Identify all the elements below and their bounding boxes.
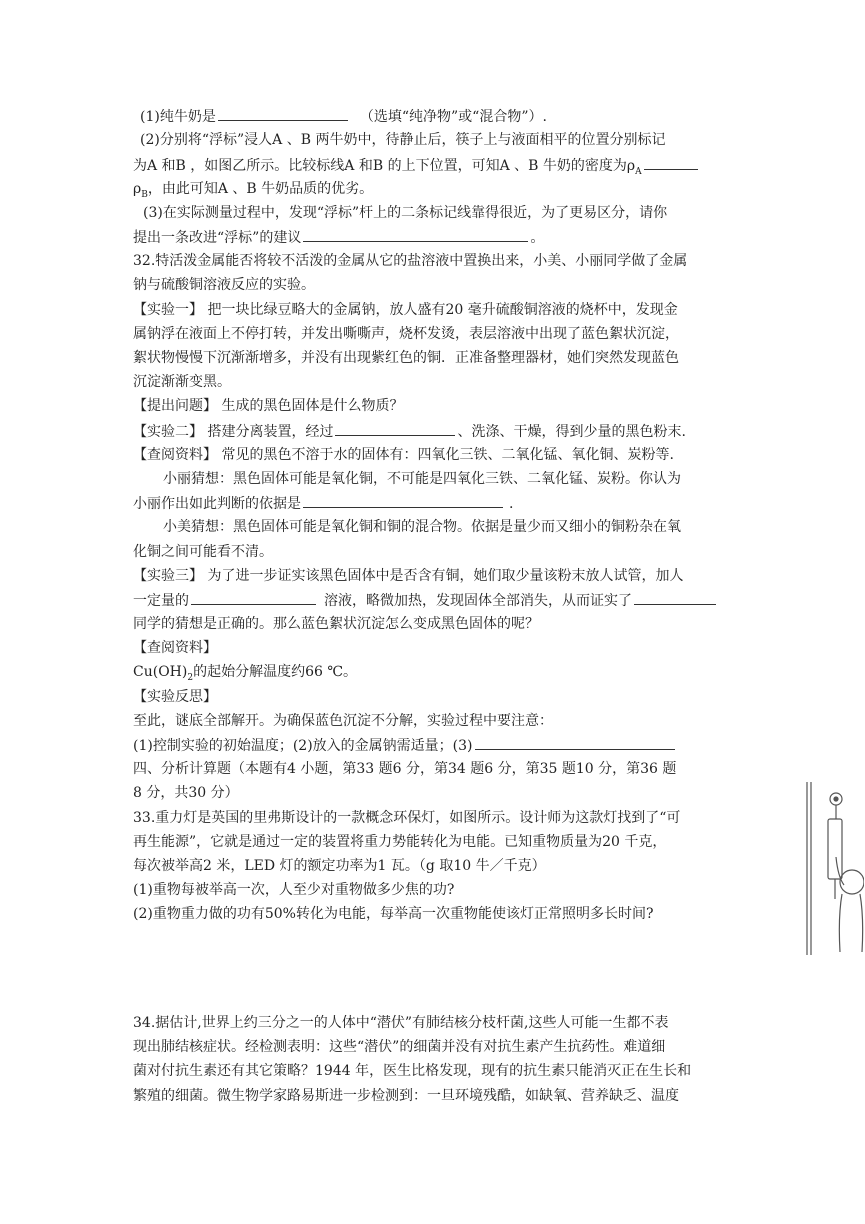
q31-part1-text: (1)纯牛奶是 — [140, 109, 216, 125]
xiaoli-guess-line1: 小丽猜想：黑色固体可能是氧化铜，不可能是四氧化三铁、二氧化锰、炭粉。你认为 — [163, 471, 681, 487]
child-body-icon — [839, 894, 862, 952]
experiment2-line — [133, 421, 686, 443]
experiment3-text: 溶液，略微加热，发现固体全部消失，从而证实了 — [324, 593, 632, 609]
xiaoli-guess-line2 — [133, 493, 513, 515]
experiment1-line1 — [133, 300, 678, 322]
experiment3-text: 一定量的 — [133, 593, 189, 609]
xiaoli-guess-text: 小丽作出如此判断的依据是 — [133, 496, 301, 512]
reflection-line1: 至此，谜底全部解开。为确保蓝色沉淀不分解，实验过程中要注意： — [133, 713, 553, 729]
q31-part1 — [140, 106, 547, 128]
q34-line4: 繁殖的细菌。微生物学家路易斯进一步检测到：一旦环境残酷，如缺氧、营养缺乏、温度 — [133, 1088, 679, 1104]
subscript-2: 2 — [187, 672, 194, 683]
experiment1-line3: 絮状物慢慢下沉渐渐增多，并没有出现紫红色的铜．正准备整理器材，她们突然发现蓝色 — [133, 350, 679, 366]
child-head-icon — [840, 870, 864, 894]
q33-question1: (1)重物每被举高一次，人至少对重物做多少焦的功? — [133, 882, 455, 898]
answer-blank[interactable] — [218, 106, 348, 121]
gravity-lamp-illustration — [804, 777, 864, 957]
q33-question2: (2)重物重力做的功有50%转化为电能，每举高一次重物能使该灯正常照明多长时间? — [133, 906, 654, 922]
q31-part3-line1: (3)在实际测量过程中，发现“浮标”杆上的二条标记线靠得很近，为了更易区分，请你 — [143, 205, 668, 221]
q31-part2-text: ，由此可知A 、B 牛奶品质的优劣。 — [147, 181, 374, 197]
answer-blank[interactable] — [644, 155, 698, 170]
answer-blank[interactable] — [303, 493, 503, 508]
q31-part2-text: 为A 和B ，如图乙所示。比较标线A 和B 的上下位置，可知A 、B 牛奶的密度为ρ — [133, 158, 636, 174]
reference-heading: 【查阅资料】 — [133, 447, 217, 463]
lamp-bulb — [834, 797, 838, 801]
cu-oh-text: 的起始分解温度约66 ℃。 — [193, 664, 358, 680]
q31-part2-line2 — [133, 155, 698, 177]
cu-oh-line — [133, 662, 357, 684]
ask-question-heading: 【提出问题】 — [133, 398, 217, 414]
experiment3-line1 — [133, 566, 683, 588]
reflection-text: (1)控制实验的初始温度；(2)放入的金属钠需适量；(3) — [133, 738, 473, 754]
weight-bag-icon — [828, 819, 842, 879]
q33-line1: 33.重力灯是英国的里弗斯设计的一款概念环保灯，如图所示。设计师为这款灯找到了“可 — [133, 810, 681, 826]
q33-line3: 每次被举高2 米，LED 灯的额定功率为1 瓦。（g 取10 牛／千克） — [133, 858, 546, 874]
experiment3-line2 — [133, 590, 716, 612]
answer-blank[interactable] — [191, 590, 316, 605]
section4-line2: 8 分，共30 分） — [133, 785, 239, 801]
experiment3-line3: 同学的猜想是正确的。那么蓝色絮状沉淀怎么变成黑色固体的呢？ — [133, 616, 539, 632]
reflection-line2 — [133, 735, 675, 757]
q32-line2: 钠与硫酸铜溶液反应的实验。 — [133, 277, 315, 293]
chem-formula: Cu(OH) — [133, 664, 188, 680]
q31-part3-text: 提出一条改进“浮标”的建议 — [133, 230, 302, 246]
answer-blank[interactable] — [634, 590, 716, 605]
experiment3-heading: 【实验三】 — [133, 568, 203, 584]
experiment1-line4: 沉淀渐渐变黑。 — [133, 374, 231, 390]
ask-question-line — [133, 396, 403, 418]
period: 。 — [530, 230, 545, 246]
answer-blank[interactable] — [475, 735, 675, 750]
q31-part2-line1: (2)分别将“浮标”浸人A 、B 两牛奶中，待静止后，筷子上与液面相平的位置分别标记 — [140, 132, 666, 148]
reflection-heading: 【实验反思】 — [133, 689, 217, 705]
q34-line1: 34.据估计,世界上约三分之一的人体中“潜伏”有肺结核分枝杆菌,这些人可能一生都不表 — [133, 1015, 669, 1031]
q32-line1: 32.特活泼金属能否将较不活泼的金属从它的盐溶液中置换出来，小美、小丽同学做了金属 — [133, 253, 688, 269]
answer-blank[interactable] — [303, 227, 528, 242]
q34-line3: 菌对付抗生素还有其它策略？1944 年，医生比格发现，现有的抗生素只能消灭正在生长和 — [133, 1063, 692, 1079]
reference-line — [133, 445, 674, 467]
rho-symbol: ρ — [133, 181, 142, 197]
experiment2-text: 搭建分离装置，经过 — [207, 424, 334, 440]
period: . — [509, 496, 514, 512]
q31-part2-line3 — [133, 179, 373, 201]
experiment2-heading: 【实验二】 — [133, 424, 203, 440]
section4-line1: 四、分析计算题（本题有4 小题，第33 题6 分，第34 题6 分，第35 题10 分，第36 题 — [133, 761, 677, 777]
xiaomei-guess-line2: 化铜之间可能看不清。 — [133, 544, 273, 560]
q33-line2: 再生能源”，它就是通过一定的装置将重力势能转化为电能。已知重物质量为20 千克， — [133, 834, 667, 850]
experiment2-text-end: 、洗涤、干燥，得到少量的黑色粉末. — [457, 424, 686, 440]
answer-blank[interactable] — [335, 421, 455, 436]
subscript-a: A — [635, 166, 642, 177]
experiment1-line2: 属钠浮在液面上不停打转，并发出嘶嘶声，烧杯发烫，表层溶液中出现了蓝色絮状沉淀， — [133, 326, 679, 342]
reference-text: 常见的黑色不溶于水的固体有：四氧化三铁、二氧化锰、氧化铜、炭粉等. — [221, 447, 674, 463]
experiment1-heading: 【实验一】 — [133, 302, 203, 318]
q34-line2: 现出肺结核症状。经检测表明：这些“潜伏”的细菌并没有对抗生素产生抗药性。难道细 — [133, 1039, 666, 1055]
reference2-heading: 【查阅资料】 — [133, 640, 217, 656]
ask-question-text: 生成的黑色固体是什么物质？ — [221, 398, 404, 414]
experiment1-text: 把一块比绿豆略大的金属钠，放人盛有20 毫升硫酸铜溶液的烧杯中，发现金 — [207, 302, 678, 318]
xiaomei-guess-line1: 小美猜想：黑色固体可能是氧化铜和铜的混合物。依据是量少而又细小的铜粉杂在氧 — [163, 519, 681, 535]
q31-part3-line2 — [133, 227, 544, 249]
q31-part1-hint: （选填“纯净物”或“混合物”）. — [359, 109, 547, 125]
subscript-b: B — [141, 189, 148, 200]
experiment3-text: 为了进一步证实该黑色固体中是否含有铜，她们取少量该粉末放人试管，加人 — [207, 568, 684, 584]
